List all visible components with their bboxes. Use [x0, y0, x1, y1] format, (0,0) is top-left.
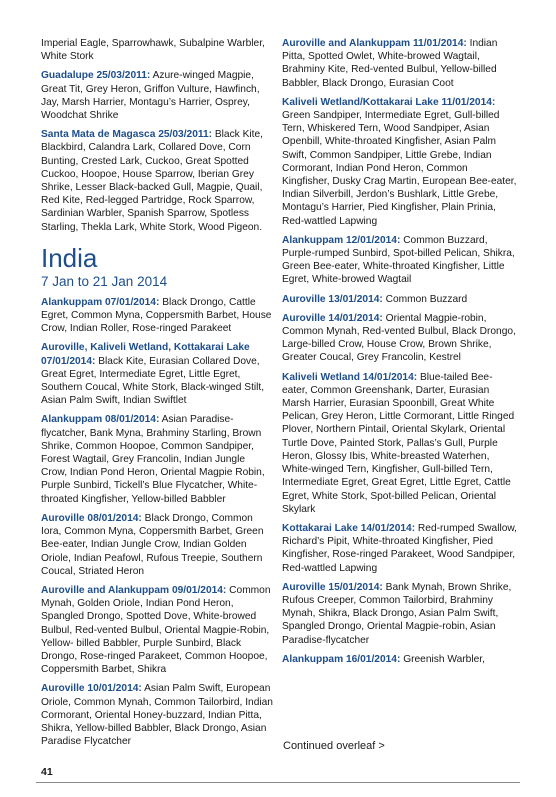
sighting-entry	[41, 341, 273, 407]
entry-heading: Kaliveli Wetland 14/01/2014:	[282, 371, 418, 383]
sighting-entry	[282, 37, 517, 90]
sighting-entry	[41, 512, 273, 578]
entry-species: Asian Paradise-flycatcher, Bank Myna, Brahminy Starling, Brown Shrike, Common Hoopoe, Common Sandpiper, Forest Wagtail, Grey Francolin, Indian Jungle Crow, Indian Pond Heron, Oriental Magpie Robin, Purple Sunbird, Tickell’s Blue Flycatcher, White-throated Kingfisher, Yellow-billed Babbler	[41, 414, 265, 505]
entry-heading: Kottakarai Lake 14/01/2014:	[282, 522, 416, 534]
sighting-entry	[41, 296, 273, 336]
entry-heading: Alankuppam 07/01/2014:	[41, 296, 160, 308]
section-dates: 7 Jan to 21 Jan 2014	[41, 273, 168, 289]
entry-heading: Auroville 14/01/2014:	[282, 312, 383, 324]
entry-heading: Auroville and Alankuppam 11/01/2014:	[282, 38, 467, 49]
sighting-entry	[282, 522, 517, 575]
entry-species: Azure-winged Magpie, Great Tit, Grey Heron, Griffon Vulture, Hawfinch, Jay, Marsh Harrier, Montagu’s Harrier, Osprey, Woodchat Shrike	[41, 70, 260, 122]
entry-heading: Santa Mata de Magasca 25/03/2011:	[41, 129, 213, 141]
sighting-entry	[41, 69, 273, 122]
entry-species: Blue-tailed Bee-eater, Common Greenshank, Darter, Eurasian Marsh Harrier, Eurasian Spoonbill, Great White Pelican, Grey Heron, Little Cormorant, Little Ringed Plover, Northern Pintail, Oriental Skylark, Oriental Turtle Dove, Painted Stork, Pallas’s Gull, Purple Heron, Glossy Ibis, White-breasted Waterhen, White-winged Tern, Kingfisher, Gull-billed Tern, Intermediate Egret, Great Egret, Little Egret, Cattle Egret, White Stork, Spot-billed Pelican, Oriental Skylark	[282, 371, 515, 515]
sighting-entry	[282, 293, 517, 306]
sighting-entry	[282, 581, 517, 647]
entry-species: Bank Mynah, Brown Shrike, Rufous Creeper, Common Tailorbird, Brahminy Mynah, Shikra, Black Drongo, Asian Palm Swift, Spangled Drongo, Oriental Magpie-robin, Asian Paradise-flycatcher	[282, 581, 512, 646]
entry-species: Black Kite, Blackbird, Calandra Lark, Collared Dove, Corn Bunting, Crested Lark, Cuckoo, Great Spotted Cuckoo, Hoopoe, House Sparrow, Iberian Grey Shrike, Lesser Black-backed Gull, Magpie, Quail, Red Kite, Red-legged Partridge, Rock Sparrow, Sardinian Warbler, Spanish Sparrow, Spotless Starling, Thekla Lark, White Stork, Wood Pigeon.	[41, 129, 263, 233]
entry-heading: Alankuppam 16/01/2014:	[282, 653, 401, 665]
entry-species: Black Drongo, Common Iora, Common Myna, Coppersmith Barbet, Green Bee-eater, Indian Jungle Crow, Indian Golden Oriole, Indian Peafowl, Rufous Treepie, Southern Coucal, Striated Heron	[41, 512, 264, 577]
entry-species: Green Sandpiper, Intermediate Egret, Gull-billed Tern, Whiskered Tern, Wood Sandpiper, Asian Openbill, White-throated Kingfisher, Asian Palm Swift, Common Sandpiper, Little Grebe, Indian Cormorant, Indian Pond Heron, Common Kingfisher, Dusky Crag Martin, European Bee-eater, Indian Silverbill, Jerdon’s Bushlark, Little Grebe, Montagu’s Harrier, Pied Kingfisher, Plain Prinia, Red-wattled Lapwing	[282, 110, 517, 227]
right-column	[282, 37, 517, 672]
footer-divider	[36, 782, 520, 783]
entry-heading: Alankuppam 08/01/2014:	[41, 414, 160, 426]
entry-heading: Auroville 10/01/2014:	[41, 683, 142, 695]
entry-heading: Guadalupe 25/03/2011:	[41, 70, 151, 82]
sighting-entry	[41, 682, 273, 748]
intro-body: Imperial Eagle, Sparrowhawk, Subalpine Warbler, White Stork	[41, 38, 265, 63]
entry-heading: Kaliveli Wetland/Kottakarai Lake 11/01/2014:	[282, 96, 496, 108]
entry-species: Common Mynah, Golden Oriole, Indian Pond Heron, Spangled Drongo, Spotted Dove, White-browed Bulbul, Red-vented Bulbul, Oriental Magpie-Robin, Yellow- billed Babbler, Purple Sunbird, Black Drongo, Rose-ringed Parakeet, Common Hoopoe, Coppersmith Barbet, Shikra	[41, 584, 271, 676]
entry-species: Red-rumped Swallow, Richard’s Pipit, White-throated Kingfisher, Pied Kingfisher, Rose-ringed Parakeet, Wood Sandpiper, Red-wattled Lapwing	[282, 522, 518, 574]
sighting-entry	[41, 128, 273, 234]
entry-species: Common Buzzard, Purple-rumped Sunbird, Spot-billed Pelican, Shikra, Green Bee-eater, White-throated Kingfisher, Little Egret, White-browed Wagtail	[282, 234, 515, 286]
sighting-entry	[282, 371, 517, 516]
sighting-entry	[41, 584, 273, 676]
page-number: 41	[41, 766, 53, 778]
entry-heading: Auroville, Kaliveli Wetland, Kottakarai Lake 07/01/2014:	[41, 342, 250, 367]
entry-species: Oriental Magpie-robin, Common Mynah, Red-vented Bulbul, Black Drongo, Large-billed Crow, House Crow, Brown Shrike, Greater Coucal, Grey Francolin, Kestrel	[282, 312, 516, 364]
sighting-entry	[282, 234, 517, 287]
entry-heading: Alankuppam 12/01/2014:	[282, 234, 401, 246]
entry-species: Black Drongo, Cattle Egret, Common Myna, Coppersmith Barbet, House Crow, Indian Roller, Rose-ringed Parakeet	[41, 296, 272, 335]
sighting-entry	[41, 413, 273, 505]
intro-text	[41, 37, 273, 63]
left-column	[41, 37, 273, 754]
entry-heading: Auroville 15/01/2014:	[282, 581, 383, 593]
sighting-entry	[282, 96, 517, 228]
entry-heading: Auroville 13/01/2014:	[282, 293, 383, 305]
entry-species: Common Buzzard	[382, 293, 468, 305]
entry-heading: Auroville 08/01/2014:	[41, 512, 142, 524]
entry-heading: Auroville and Alankuppam 09/01/2014:	[41, 584, 227, 596]
sighting-entry	[282, 653, 517, 666]
entry-species: Indian Pitta, Spotted Owlet, White-browed Wagtail, Brahminy Kite, Red-vented Bulbul, Yellow-billed Babbler, Black Drongo, Eurasian Coot	[282, 38, 498, 89]
continued-overleaf-text: Continued overleaf >	[283, 740, 385, 752]
entry-species: Greenish Warbler,	[400, 653, 485, 665]
entry-species: Black Kite, Eurasian Collared Dove, Great Egret, Intermediate Egret, Little Egret, Southern Coucal, White Stork, Black-winged Stilt, Asian Palm Swift, Indian Swiftlet	[41, 355, 265, 407]
entry-species: Asian Palm Swift, European Oriole, Common Mynah, Common Tailorbird, Indian Cormorant, Oriental Honey-buzzard, Indian Pitta, Shikra, Yellow-billed Babbler, Black Drongo, Asian Paradise Flycatcher	[41, 683, 273, 748]
sighting-entry	[282, 312, 517, 365]
section-title: India	[41, 242, 98, 273]
